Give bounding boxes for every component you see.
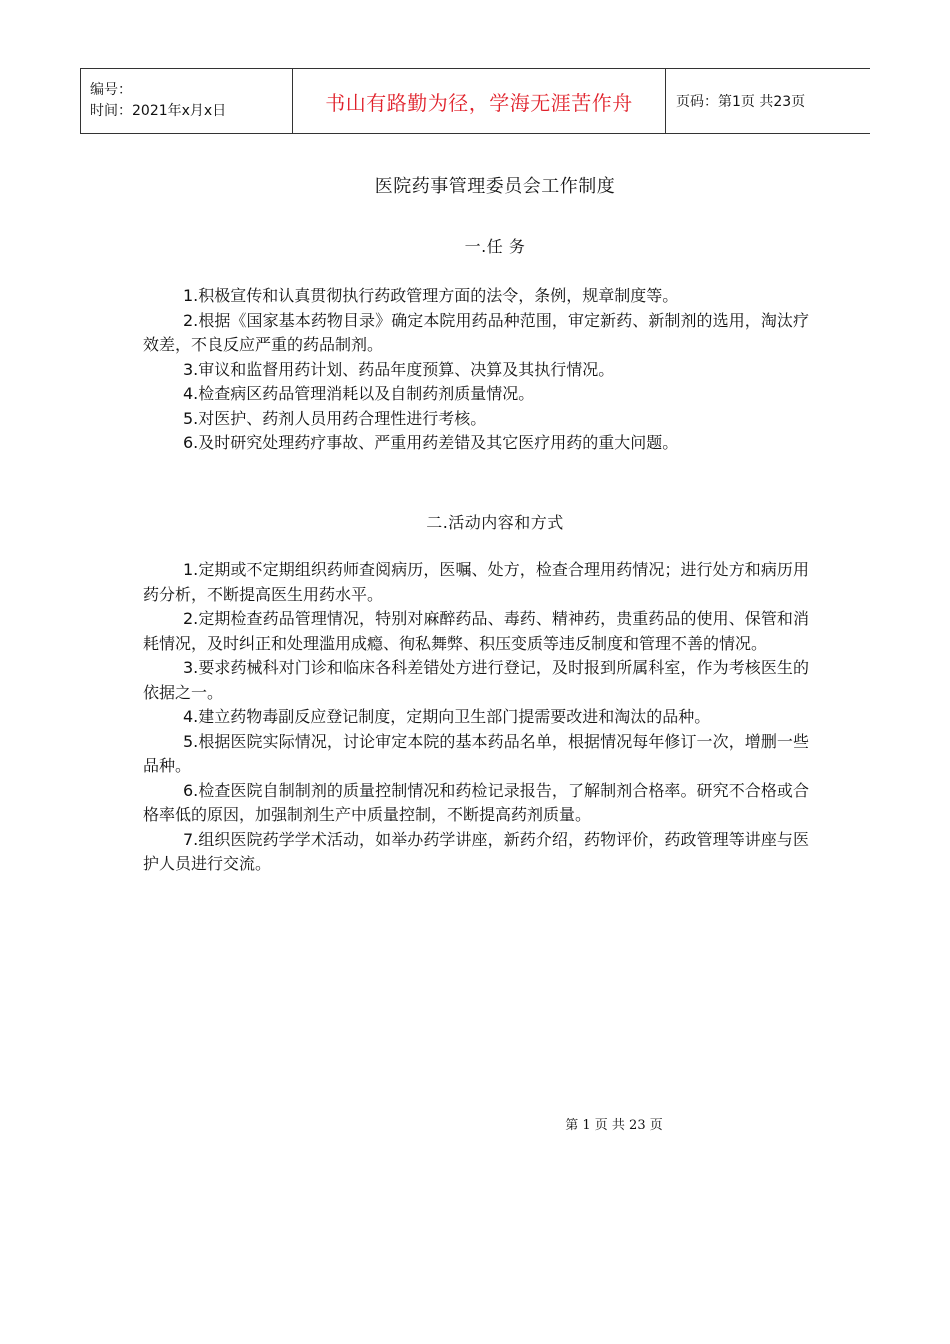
section-1-item: 1.积极宣传和认真贯彻执行药政管理方面的法令，条例，规章制度等。: [183, 286, 679, 305]
section-1-item: 4.检查病区药品管理消耗以及自制药剂质量情况。: [183, 384, 535, 403]
section-1-heading: 一.任 务: [464, 237, 526, 256]
header-table: [80, 68, 870, 134]
section-2-item: 5.根据医院实际情况，讨论审定本院的基本药品名单，根据情况每年修订一次，增删一些品种。: [143, 731, 809, 775]
document-title: 医院药事管理委员会工作制度: [374, 176, 616, 197]
section-2-item: 6.检查医院自制制剂的质量控制情况和药检记录报告，了解制剂合格率。研究不合格或合格率低的原因，加强制剂生产中质量控制，不断提高药剂质量。: [143, 780, 809, 824]
header-meta-cell: [81, 69, 293, 134]
header-page-info: 页码：第1页 共23页: [666, 69, 871, 134]
section-2-body: [143, 558, 809, 877]
section-2-item: 1.定期或不定期组织药师查阅病历，医嘱、处方，检查合理用药情况；进行处方和病历用药分析，不断提高医生用药水平。: [143, 560, 809, 604]
section-1-item: 6.及时研究处理药疗事故、严重用药差错及其它医疗用药的重大问题。: [183, 433, 679, 452]
section-1-body: [143, 284, 809, 456]
document-time-label: 时间：2021年x月x日: [90, 103, 227, 119]
document-number-label: 编号：: [90, 82, 132, 98]
section-1-item: 3.审议和监督用药计划、药品年度预算、决算及其执行情况。: [183, 359, 615, 379]
header-row: [81, 69, 871, 134]
section-1-item: 2.根据《国家基本药物目录》确定本院用药品种范围，审定新药、新制剂的选用，淘汰疗效差，不良反应严重的药品制剂。: [143, 310, 809, 354]
section-1-item: 5.对医护、药剂人员用药合理性进行考核。: [183, 408, 487, 428]
section-2-item: 4.建立药物毒副反应登记制度，定期向卫生部门提需要改进和淘汰的品种。: [183, 707, 711, 726]
section-2-heading: 二.活动内容和方式: [426, 513, 564, 532]
header-motto: 书山有路勤为径，学海无涯苦作舟: [293, 69, 666, 134]
section-2-item: 3.要求药械科对门诊和临床各科差错处方进行登记，及时报到所属科室，作为考核医生的依据之一。: [143, 658, 809, 702]
section-2-item: 2.定期检查药品管理情况，特别对麻醉药品、毒药、精神药，贵重药品的使用、保管和消耗情况，及时纠正和处理滥用成瘾、徇私舞弊、积压变质等违反制度和管理不善的情况。: [143, 609, 809, 653]
page-footer: 第 1 页 共 23 页: [565, 1118, 663, 1133]
section-2-item: 7.组织医院药学学术活动，如举办药学讲座，新药介绍，药物评价，药政管理等讲座与医护人员进行交流。: [143, 829, 809, 873]
